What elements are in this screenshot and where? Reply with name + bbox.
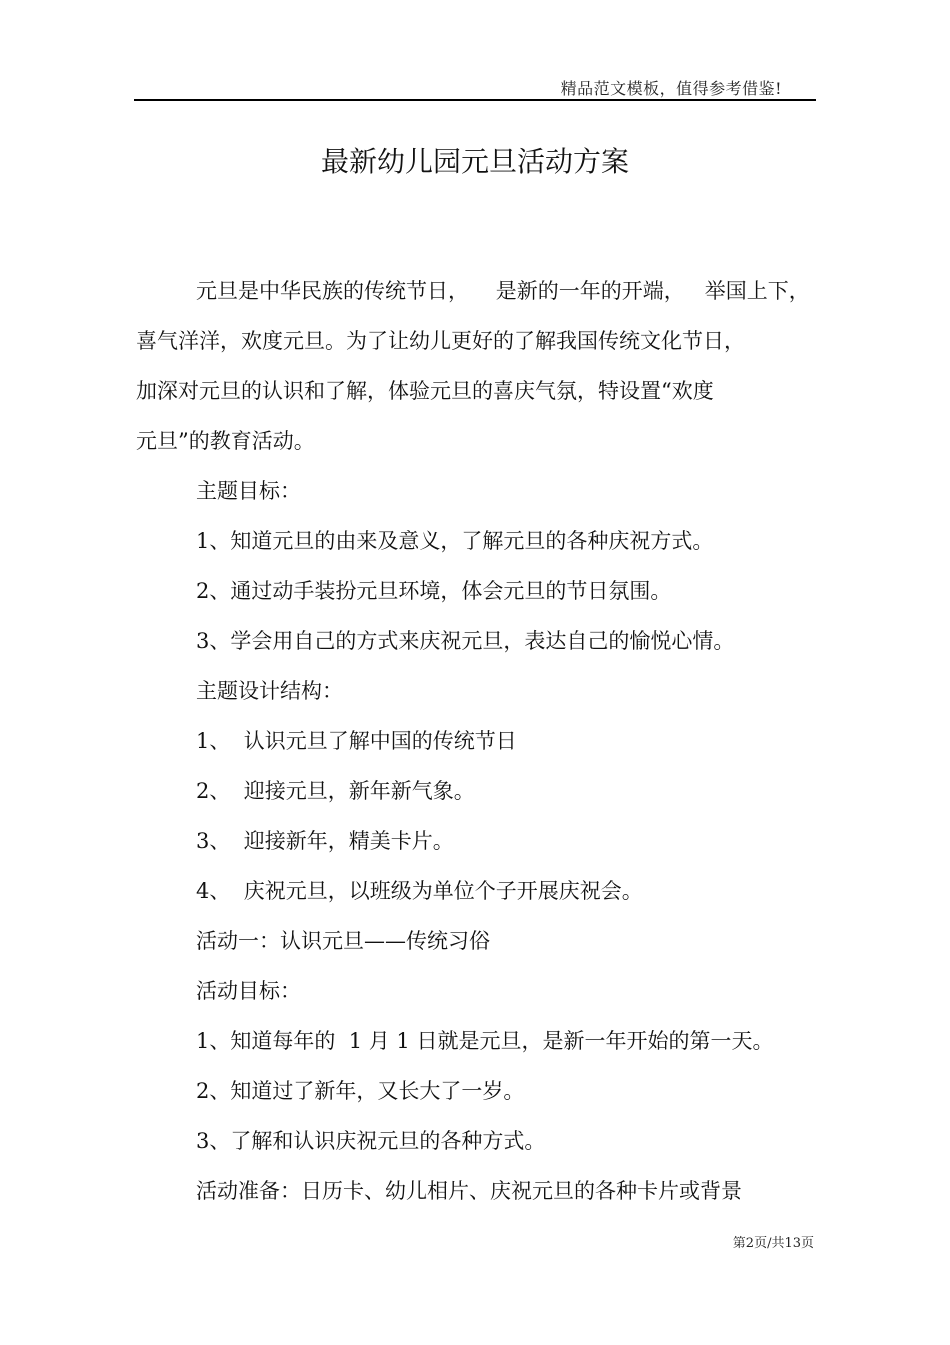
section-heading: 活动目标： xyxy=(196,979,301,1003)
list-item: 3、了解和认识庆祝元旦的各种方式。 xyxy=(196,1129,546,1153)
paragraph-line: 元旦是中华民族的传统节日， 是新的一年的开端， 举国上下， xyxy=(196,279,810,303)
list-item: 1、知道元旦的由来及意义，了解元旦的各种庆祝方式。 xyxy=(196,529,714,553)
list-item: 3、 迎接新年，精美卡片。 xyxy=(196,829,454,853)
paragraph-line: 活动准备：日历卡、幼儿相片、庆祝元旦的各种卡片或背景 xyxy=(196,1179,742,1203)
list-item: 2、通过动手装扮元旦环境，体会元旦的节日氛围。 xyxy=(196,579,672,603)
list-item: 2、 迎接元旦，新年新气象。 xyxy=(196,779,475,803)
section-heading: 主题目标： xyxy=(196,479,301,503)
list-item: 1、知道每年的 1 月 1 日就是元旦，是新一年开始的第一天。 xyxy=(196,1029,774,1053)
section-heading: 活动一：认识元旦——传统习俗 xyxy=(196,929,490,953)
header-text: 精品范文模板，值得参考借鉴! xyxy=(560,79,782,98)
document-title: 最新幼儿园元旦活动方案 xyxy=(320,145,629,178)
header-rule xyxy=(134,99,816,101)
paragraph-line: 喜气洋洋，欢度元旦。为了让幼儿更好的了解我国传统文化节日， xyxy=(136,329,745,353)
section-heading: 主题设计结构： xyxy=(196,679,343,703)
list-item: 2、知道过了新年，又长大了一岁。 xyxy=(196,1079,525,1103)
list-item: 1、 认识元旦了解中国的传统节日 xyxy=(196,729,517,753)
list-item: 4、 庆祝元旦，以班级为单位个子开展庆祝会。 xyxy=(196,879,643,903)
paragraph-line: 元旦”的教育活动。 xyxy=(136,429,315,453)
paragraph-line: 加深对元旦的认识和了解，体验元旦的喜庆气氛，特设置“欢度 xyxy=(136,379,714,403)
list-item: 3、学会用自己的方式来庆祝元旦，表达自己的愉悦心情。 xyxy=(196,629,735,653)
page-indicator: 第2页/共13页 xyxy=(732,1236,814,1251)
